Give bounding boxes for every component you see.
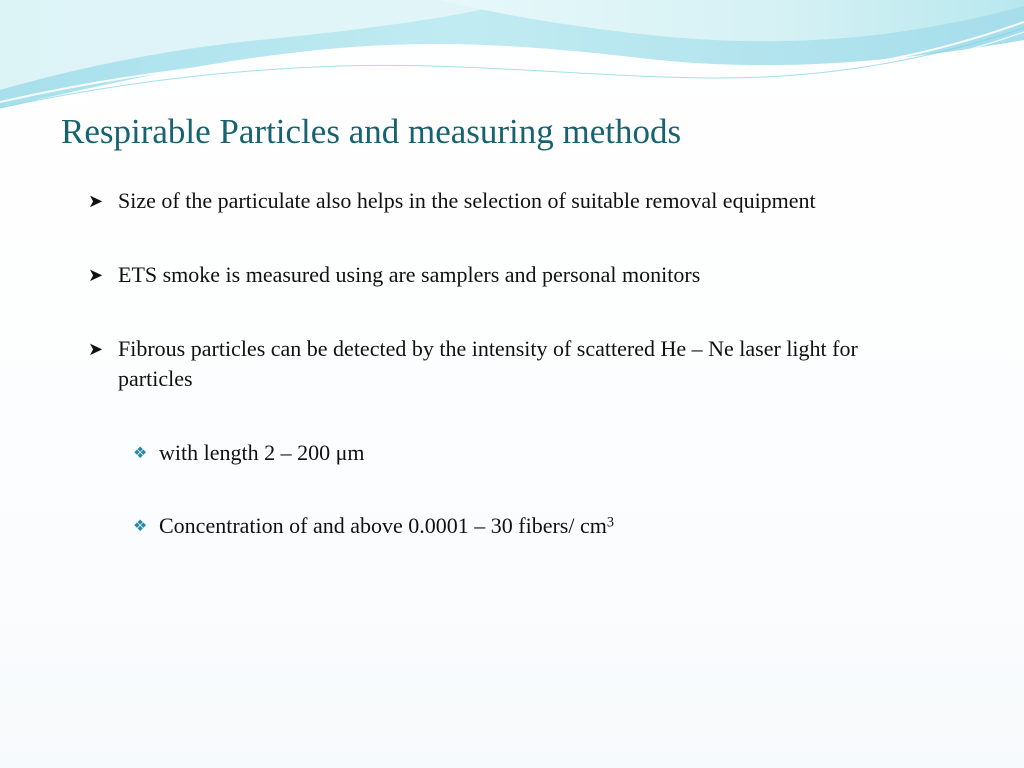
diamond-bullet-icon: ❖ [133, 445, 148, 462]
arrow-bullet-icon: ➤ [88, 191, 104, 211]
superscript-exponent: 3 [606, 514, 614, 531]
arrow-bullet-icon: ➤ [88, 339, 104, 359]
sub-bullet-item-concentration [133, 511, 933, 541]
arrow-bullet-icon: ➤ [88, 265, 104, 285]
bullet-item-fibrous-particles [88, 334, 908, 394]
bullet-item-size [88, 186, 958, 216]
bullet-item-ets-smoke [88, 260, 958, 290]
slide-title: Respirable Particles and measuring methods [61, 112, 682, 151]
diamond-bullet-icon: ❖ [133, 518, 148, 535]
sub-bullet-text: Concentration of and above 0.0001 – 30 fibers/ cm [159, 513, 607, 538]
sub-bullet-text-wrapper [133, 511, 933, 541]
sub-bullet-item-length [133, 438, 933, 468]
bullet-text: Fibrous particles can be detected by the intensity of scattered He – Ne laser light for particles [118, 336, 858, 391]
sub-bullet-text: with length 2 – 200 μm [159, 440, 365, 465]
bullet-text: Size of the particulate also helps in the selection of suitable removal equipment [118, 188, 816, 213]
bullet-text: ETS smoke is measured using are samplers and personal monitors [118, 262, 701, 287]
